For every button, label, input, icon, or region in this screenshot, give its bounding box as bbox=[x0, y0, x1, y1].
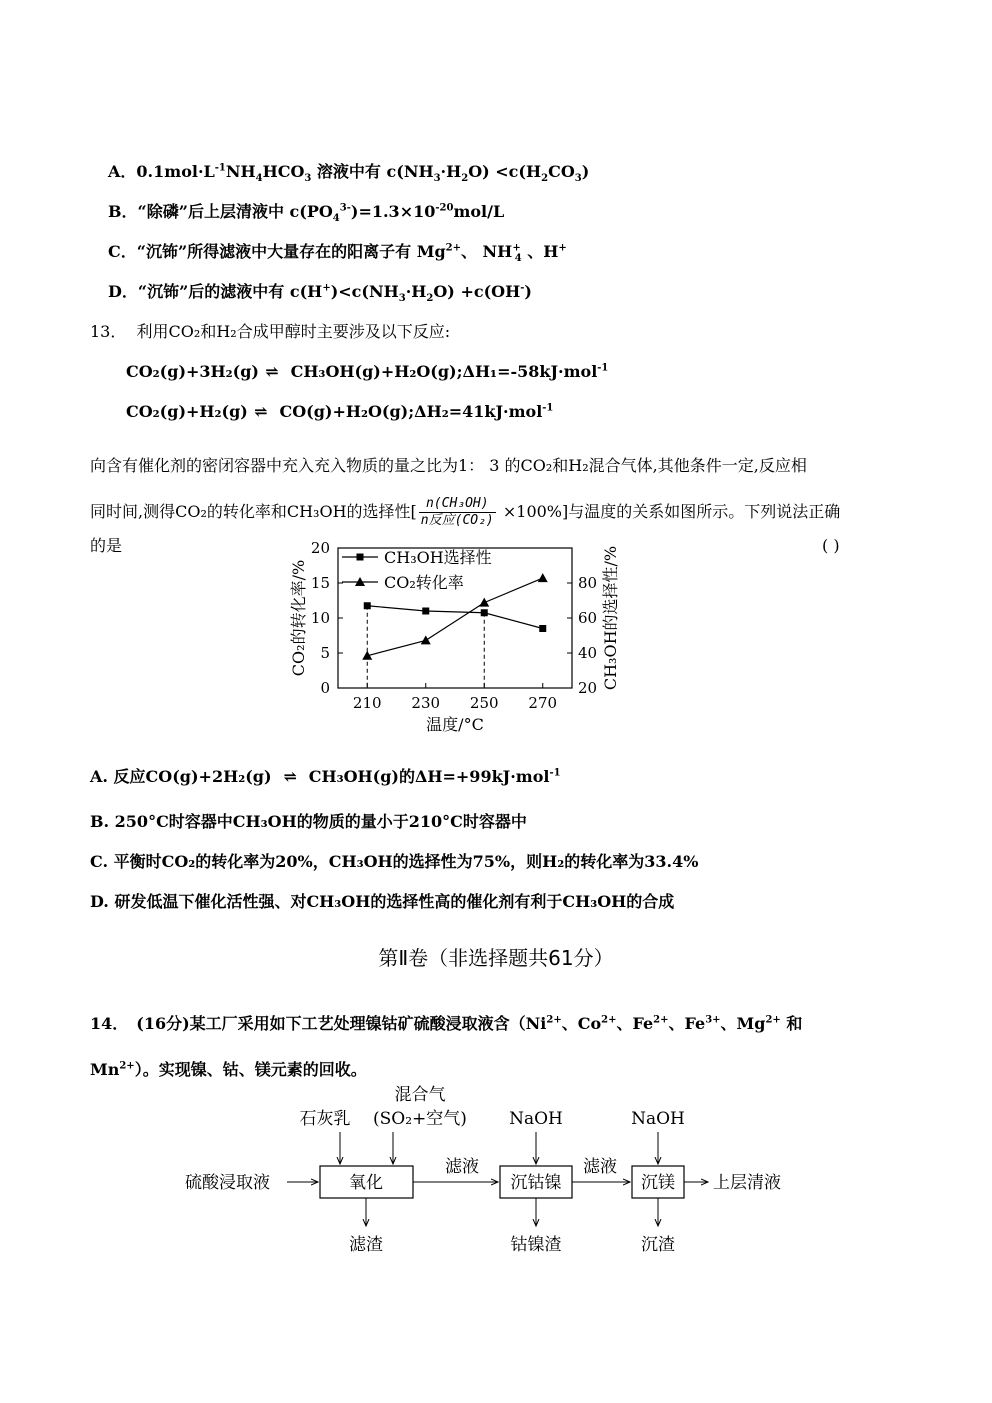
section-title: 第Ⅱ卷（非选择题共61分） bbox=[378, 946, 614, 970]
q12-option-b: B．“除磷”后上层清液中 $c(PO_4^{3-})=1.3\times 10^{-20}mol/L$ bbox=[108, 202, 505, 225]
box-mg-label: 沉镁 bbox=[641, 1173, 675, 1193]
x-tick-label: 270 bbox=[528, 694, 558, 712]
q13-option-b: B. 250°C时容器中CH₃OH的物质的量小于210°C时容器中 bbox=[90, 812, 527, 831]
q12-option-d: D．“沉钸”后的滤液中有 $c(H^+)<c(NH_3\cdot H_2O) +c(OH^-)$ bbox=[108, 282, 532, 305]
left-tick-label: 20 bbox=[310, 540, 330, 557]
conversion-point bbox=[479, 598, 489, 607]
conversion-point bbox=[538, 573, 548, 582]
reagent-naoh-2: NaOH bbox=[631, 1109, 685, 1129]
left-tick-label: 10 bbox=[310, 609, 330, 627]
q12-option-c: C．“沉钸”所得滤液中大量存在的阳离子有 $Mg^{2+}$、 $NH^+_4$ 、H+ bbox=[108, 242, 567, 265]
right-tick-label: 20 bbox=[578, 679, 598, 697]
q14-stem-line-1: 14． (16分)某工厂采用如下工艺处理镍钴矿硫酸浸取液含（$Ni^{2+}$、$Co^{2+}$、$Fe^{2+}$、$Fe^{3+}$、$Mg^{2+}$ 和 bbox=[90, 1014, 803, 1033]
x-tick-label: 250 bbox=[469, 694, 499, 712]
conversion-point bbox=[421, 635, 431, 644]
q13-para-1: 向含有催化剂的密闭容器中充入充入物质的量之比为1： 3 的CO₂和H₂混合气体,其他条件一定,反应相 bbox=[90, 456, 807, 475]
x-tick-label: 210 bbox=[352, 694, 382, 712]
box-oxidation-label: 氧化 bbox=[349, 1173, 383, 1193]
reagent-naoh-1: NaOH bbox=[509, 1109, 563, 1129]
answer-blank: ( ) bbox=[822, 536, 840, 555]
flow-output: 上层清液 bbox=[713, 1173, 781, 1193]
right-tick-label: 40 bbox=[578, 644, 598, 662]
legend-label-1: CO₂转化率 bbox=[384, 573, 464, 592]
process-flow-diagram bbox=[175, 1080, 815, 1260]
q14-stem-line-2: $Mn^{2+}$）。实现镍、钴、镁元素的回收。 bbox=[90, 1060, 367, 1079]
selectivity-point bbox=[364, 602, 371, 609]
selectivity-fraction: $\frac{\text{n(CH₃OH)}}{\text{n反应(CO₂)}}$ bbox=[420, 496, 494, 528]
y-axis-right-label: CH₃OH的选择性/% bbox=[601, 545, 620, 691]
reagent-gas-title: 混合气 bbox=[394, 1085, 446, 1105]
filtrate-1: 滤液 bbox=[445, 1157, 479, 1177]
q13-reaction-2: CO₂(g)+H₂(g) ⇌ CO(g)+H₂O(g);ΔH₂=41kJ·mol$^{-1}$ bbox=[126, 402, 554, 421]
legend-marker-square bbox=[357, 554, 364, 561]
box-co-ni-label: 沉钴镍 bbox=[510, 1173, 562, 1193]
y-axis-left-label: CO₂的转化率/% bbox=[289, 559, 308, 677]
q13-stem: 13． 利用CO₂和H₂合成甲醇时主要涉及以下反应: bbox=[90, 322, 451, 341]
conversion-selectivity-chart bbox=[280, 540, 640, 740]
left-tick-label: 0 bbox=[320, 679, 330, 697]
q12-option-a: A．$0.1mol\cdot L^{-1}NH_4HCO_3$ 溶液中有 $c(NH_3\cdot H_2O) <c(H_2CO_3)$ bbox=[108, 162, 590, 185]
flow-input: 硫酸浸取液 bbox=[185, 1173, 270, 1193]
q13-reaction-1: CO₂(g)+3H₂(g) ⇌ CH₃OH(g)+H₂O(g);ΔH₁=-58kJ·mol$^{-1}$ bbox=[126, 362, 609, 381]
x-tick-label: 230 bbox=[411, 694, 441, 712]
mg-residue: 沉渣 bbox=[641, 1235, 675, 1255]
x-axis-label: 温度/°C bbox=[426, 715, 484, 734]
plot-frame bbox=[338, 548, 572, 688]
q13-option-d: D. 研发低温下催化活性强、对CH₃OH的选择性高的催化剂有利于CH₃OH的合成 bbox=[90, 892, 675, 911]
right-tick-label: 60 bbox=[578, 609, 598, 627]
q13-option-a: A. 反应CO(g)+2H₂(g) ⇌ CH₃OH(g)的ΔH=+99kJ·mol$^{-1}$ bbox=[90, 767, 561, 786]
filtrate-2: 滤液 bbox=[583, 1157, 617, 1177]
q13-para-3: 的是 bbox=[90, 536, 123, 555]
series-line-0 bbox=[367, 606, 543, 629]
legend-label-0: CH₃OH选择性 bbox=[384, 548, 492, 567]
left-tick-label: 5 bbox=[320, 644, 330, 662]
co-ni-residue: 钴镍渣 bbox=[510, 1235, 562, 1255]
reagent-gas: (SO₂+空气) bbox=[373, 1109, 467, 1129]
residue-1: 滤渣 bbox=[349, 1235, 383, 1255]
left-tick-label: 15 bbox=[310, 574, 330, 592]
right-tick-label: 80 bbox=[578, 574, 598, 592]
reagent-lime: 石灰乳 bbox=[299, 1109, 351, 1129]
q13-option-c: C. 平衡时CO₂的转化率为20%，CH₃OH的选择性为75%，则H₂的转化率为33.4% bbox=[90, 852, 699, 871]
q13-para-2: 同时间,测得CO₂的转化率和CH₃OH的选择性[ $\frac{\text{n(CH₃OH)}}{\text{n反应(CO₂)}}$ ×100%]与温度的关系如图所示。下列说法正确 bbox=[90, 496, 841, 528]
selectivity-point bbox=[539, 625, 546, 632]
selectivity-point bbox=[481, 609, 488, 616]
selectivity-point bbox=[422, 608, 429, 615]
